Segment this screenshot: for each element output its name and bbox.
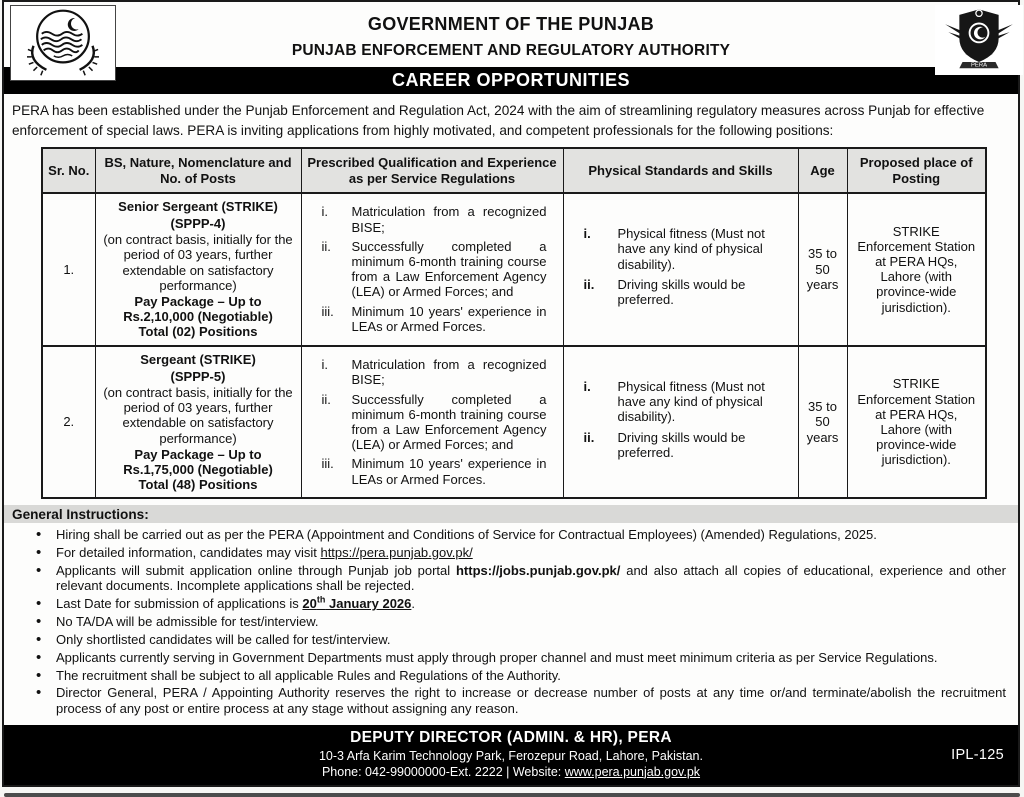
qualification-item: iii. Minimum 10 years' experience in LEAs or Armed Forces. xyxy=(321,303,547,334)
intro-paragraph: PERA has been established under the Punjab Enforcement and Regulation Act, 2024 with the aim of streamlining regulatory measures across Punjab for effective enforcement of special laws. PERA is inviting applications from highly motivated, and competent professionals for the following positions: xyxy=(12,103,985,138)
footer xyxy=(4,725,1018,785)
table-row-sergeant xyxy=(42,346,986,499)
physical-standards-cell xyxy=(563,346,798,499)
general-instructions-list xyxy=(4,523,1018,724)
post-total-positions: Total (02) Positions xyxy=(138,324,258,340)
post-title: Sergeant (STRIKE) xyxy=(140,351,256,367)
bottom-divider xyxy=(4,793,1020,797)
col-header-post: BS, Nature, Nomenclature and No. of Posts xyxy=(95,148,301,192)
job-advertisement xyxy=(2,0,1020,787)
posting-cell: STRIKE Enforcement Station at PERA HQs, Lahore (with province-wide jurisdiction). xyxy=(847,193,986,346)
sr-no: 2. xyxy=(42,346,95,499)
header-titles xyxy=(4,2,1018,60)
qualification-item: i. Matriculation from a recognized BISE; xyxy=(321,357,547,388)
positions-table xyxy=(41,147,987,499)
instruction-hiring: • Hiring shall be carried out as per the PERA (Appointment and Conditions of Service for Contractual Employees) (Amended) Regulations, 2025. xyxy=(34,527,1006,542)
header xyxy=(4,2,1018,94)
instruction-dg-rights: • Director General, PERA / Appointing Authority reserves the right to increase or decrease number of posts at any time or/and terminate/abolish the recruitment process of any post or entire process at any stage without assigning any reason. xyxy=(34,685,1006,716)
last-date-value: 20th January 2026 xyxy=(302,594,412,612)
age-cell: 35 to 50 years xyxy=(798,346,847,499)
col-header-qualification: Prescribed Qualification and Experience as per Service Regulations xyxy=(301,148,563,192)
post-total-positions: Total (48) Positions xyxy=(138,477,258,493)
physical-item: ii. Driving skills would be preferred. xyxy=(583,276,746,308)
instruction-rules: • The recruitment shall be subject to all applicable Rules and Regulations of the Authority. xyxy=(34,668,1006,683)
instruction-no-tada: • No TA/DA will be admissible for test/interview. xyxy=(34,614,1006,629)
physical-item: i. Physical fitness (Must not have any kind of physical disability). xyxy=(583,379,765,425)
authority-title: PUNJAB ENFORCEMENT AND REGULATORY AUTHORITY xyxy=(291,42,731,59)
table-row-senior-sergeant xyxy=(42,193,986,346)
col-header-age: Age xyxy=(798,148,847,192)
jobs-portal-link[interactable]: https://jobs.punjab.gov.pk/ xyxy=(455,563,621,579)
instruction-proper-channel: • Applicants currently serving in Government Departments must apply through proper channel and must meet minimum criteria as per Service Regulations. xyxy=(34,650,1006,665)
pera-logo-label: PERA xyxy=(971,62,987,69)
posting-cell: STRIKE Enforcement Station at PERA HQs, Lahore (with province-wide jurisdiction). xyxy=(847,346,986,499)
general-instructions-heading: General Instructions: xyxy=(4,505,1018,523)
advert-ref-code: IPL-125 xyxy=(951,746,1004,763)
instruction-website: • For detailed information, candidates may visit https://pera.punjab.gov.pk/ xyxy=(34,545,1006,560)
table-header-row xyxy=(42,148,986,192)
col-header-sr-no: Sr. No. xyxy=(42,148,95,192)
post-pay-package: Pay Package – Up to Rs.2,10,000 (Negotiable) xyxy=(123,294,273,325)
career-opportunities-banner: CAREER OPPORTUNITIES xyxy=(4,67,1018,94)
post-terms: (on contract basis, initially for the period of 03 years, further extendable on satisfactory performance) xyxy=(103,385,293,446)
post-title: Senior Sergeant (STRIKE) xyxy=(118,198,278,214)
pera-emblem-icon xyxy=(935,5,1023,75)
instruction-last-date: • Last Date for submission of applications is 20th January 2026. xyxy=(34,596,1006,611)
pera-website-link[interactable]: https://pera.punjab.gov.pk/ xyxy=(320,545,473,561)
physical-item: ii. Driving skills would be preferred. xyxy=(583,429,746,460)
col-header-posting: Proposed place of Posting xyxy=(847,148,986,192)
government-title: GOVERNMENT OF THE PUNJAB xyxy=(367,14,655,34)
footer-signatory: DEPUTY DIRECTOR (ADMIN. & HR), PERA xyxy=(350,728,672,746)
age-cell: 35 to 50 years xyxy=(798,193,847,346)
instruction-shortlisted: • Only shortlisted candidates will be called for test/interview. xyxy=(34,632,1006,647)
post-terms: (on contract basis, initially for the period of 03 years, further extendable on satisfactory performance) xyxy=(103,232,293,293)
instruction-apply-online: • Applicants will submit application online through Punjab job portal https://jobs.punjab.gov.pk/ and also attach all copies of educational, experience and other relevant documents. Incomplete applications shall be rejected. xyxy=(34,563,1006,594)
footer-website-link[interactable]: www.pera.punjab.gov.pk xyxy=(564,764,701,779)
physical-standards-cell xyxy=(563,193,798,346)
qualification-item: ii. Successfully completed a minimum 6-month training course from a Law Enforcement Agency (LEA) or Armed Forces; and xyxy=(321,238,547,300)
qualification-cell xyxy=(301,346,563,499)
footer-address: 10-3 Arfa Karim Technology Park, Ferozepur Road, Lahore, Pakistan. xyxy=(318,748,703,763)
sr-no: 1. xyxy=(42,193,95,346)
post-grade: (SPPP-4) xyxy=(170,216,226,232)
qualification-item: i. Matriculation from a recognized BISE; xyxy=(321,204,547,235)
physical-item: i. Physical fitness (Must not have any kind of physical disability). xyxy=(583,226,765,272)
post-pay-package: Pay Package – Up to Rs.1,75,000 (Negotiable) xyxy=(123,446,273,478)
qualification-item: ii. Successfully completed a minimum 6-month training course from a Law Enforcement Agency (LEA) or Armed Forces; and xyxy=(321,391,547,453)
qualification-item: iii. Minimum 10 years' experience in LEAs or Armed Forces. xyxy=(321,456,547,487)
post-grade: (SPPP-5) xyxy=(170,368,226,384)
qualification-cell xyxy=(301,193,563,346)
footer-contact: Phone: 042-99000000-Ext. 2222 | Website: www.pera.punjab.gov.pk xyxy=(321,764,701,779)
punjab-government-emblem-icon xyxy=(10,5,116,81)
col-header-physical: Physical Standards and Skills xyxy=(563,148,798,192)
